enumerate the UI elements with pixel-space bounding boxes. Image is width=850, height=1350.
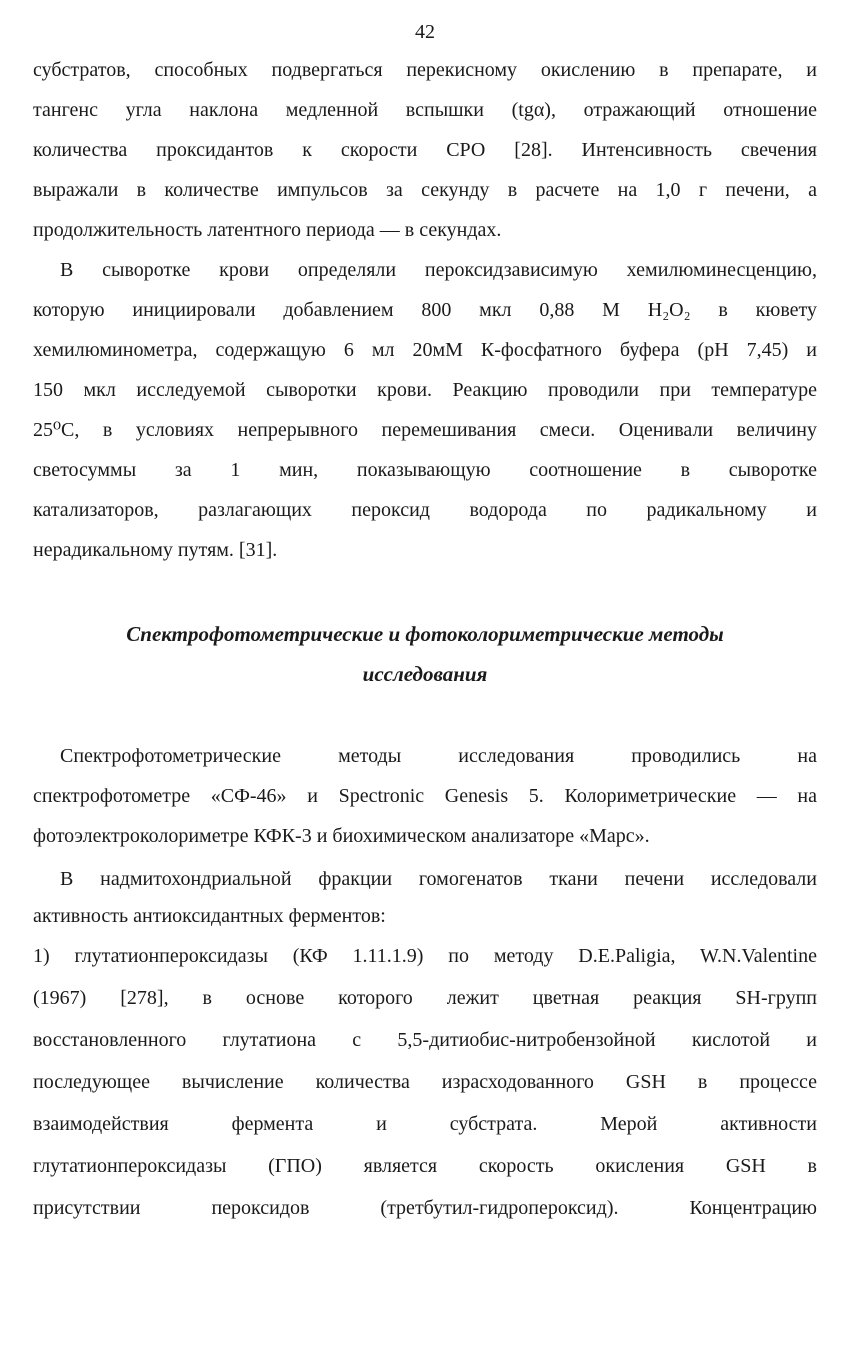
heading-line: Спектрофотометрические и фотоколориметрические методы xyxy=(126,622,724,646)
text-line: глутатионпероксидазы (ГПО) является скорость окисления GSH в xyxy=(33,1155,817,1177)
text-line: В надмитохондриальной фракции гомогенатов ткани печени исследовали xyxy=(60,868,817,890)
text-line: фотоэлектроколориметре КФК-3 и биохимическом анализаторе «Марс». xyxy=(33,825,650,847)
text-line: В сыворотке крови определяли пероксидзависимую хемилюминесценцию, xyxy=(60,259,817,281)
text-line: последующее вычисление количества израсходованного GSH в процессе xyxy=(33,1071,817,1093)
text-line: спектрофотометре «СФ-46» и Spectronic Genesis 5. Колориметрические — на xyxy=(33,785,817,807)
text-line: 150 мкл исследуемой сыворотки крови. Реакцию проводили при температуре xyxy=(33,379,817,401)
text-line: нерадикальному путям. [31]. xyxy=(33,539,278,561)
text-line: которую инициировали добавлением 800 мкл 0,88 М H₂O₂ в кювету xyxy=(33,299,817,321)
text-line: субстратов, способных подвергаться перекисному окислению в препарате, и xyxy=(33,59,817,81)
text-line: выражали в количестве импульсов за секунду в расчете на 1,0 г печени, а xyxy=(33,179,817,201)
text-line: катализаторов, разлагающих пероксид водорода по радикальному и xyxy=(33,499,817,521)
text-line: активность антиоксидантных ферментов: xyxy=(33,905,386,927)
text-line: (1967) [278], в основе которого лежит цветная реакция SH-групп xyxy=(33,987,817,1009)
text-line: 25⁰С, в условиях непрерывного перемешивания смеси. Оценивали величину xyxy=(33,419,817,441)
text-line: взаимодействия фермента и субстрата. Мерой активности xyxy=(33,1113,817,1135)
text-line: 1) глутатионпероксидазы (КФ 1.11.1.9) по методу D.E.Paligia, W.N.Valentine xyxy=(33,945,817,967)
text-line: продолжительность латентного периода — в секундах. xyxy=(33,219,502,241)
text-line: светосуммы за 1 мин, показывающую соотношение в сыворотке xyxy=(33,459,817,481)
text-line: количества проксидантов к скорости СРО [28]. Интенсивность свечения xyxy=(33,139,817,161)
text-line: восстановленного глутатиона с 5,5-дитиобис-нитробензойной кислотой и xyxy=(33,1029,817,1051)
text-line: Спектрофотометрические методы исследования проводились на xyxy=(60,745,817,767)
text-line: хемилюминометра, содержащую 6 мл 20мМ К-фосфатного буфера (pH 7,45) и xyxy=(33,339,817,361)
page-number: 42 xyxy=(415,21,435,43)
text-line: тангенс угла наклона медленной вспышки (tgα), отражающий отношение xyxy=(33,99,817,121)
text-line: присутствии пероксидов (третбутил-гидропероксид). Концентрацию xyxy=(33,1197,817,1219)
heading-line: исследования xyxy=(362,662,488,686)
